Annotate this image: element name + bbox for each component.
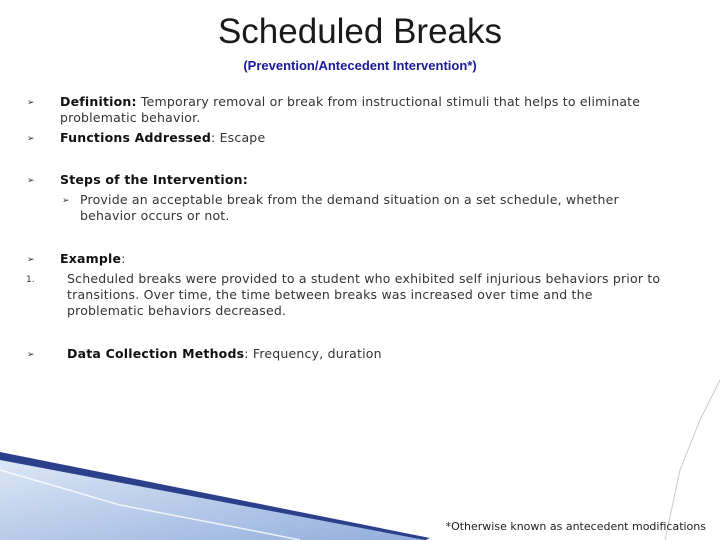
arrow-bullet-icon: ➢	[27, 134, 35, 144]
footnote: *Otherwise known as antecedent modifications	[445, 520, 706, 533]
arrow-bullet-icon: ➢	[27, 98, 35, 108]
example-label: Example	[60, 251, 122, 266]
arrow-bullet-icon: ➢	[27, 255, 35, 265]
data-collection-text: : Frequency, duration	[244, 346, 382, 361]
arrow-bullet-icon: ➢	[62, 196, 70, 206]
steps-label: Steps of the Intervention:	[60, 172, 248, 187]
arrow-bullet-icon: ➢	[27, 350, 35, 360]
definition-label: Definition:	[60, 94, 137, 109]
example-line2: transitions. Over time, the time between breaks was increased over time and the	[67, 287, 593, 302]
example-item	[60, 251, 126, 267]
functions-text: : Escape	[210, 130, 266, 145]
definition-text-line2: problematic behavior.	[60, 110, 201, 125]
example-line3: problematic behaviors decreased.	[67, 303, 287, 318]
functions-label: Functions Addressed	[60, 130, 211, 145]
decor-right-arc	[665, 380, 720, 540]
slide-subtitle: (Prevention/Antecedent Intervention*)	[243, 58, 477, 73]
example-line1: Scheduled breaks were provided to a student who exhibited self injurious behaviors prior to	[67, 271, 661, 286]
steps-subitem-line2: behavior occurs or not.	[80, 208, 230, 223]
slide-title: Scheduled Breaks	[217, 12, 503, 51]
data-collection-item	[67, 346, 382, 362]
steps-subitem	[80, 192, 700, 224]
definition-text-line1: Temporary removal or break from instructional stimuli that helps to eliminate	[136, 94, 641, 109]
example-text	[67, 271, 707, 319]
example-colon: :	[121, 251, 126, 266]
steps-subitem-line1: Provide an acceptable break from the demand situation on a set schedule, whether	[80, 192, 619, 207]
arrow-bullet-icon: ➢	[27, 176, 35, 186]
example-number: 1.	[26, 275, 35, 285]
functions-item	[60, 130, 265, 146]
data-collection-label: Data Collection Methods	[67, 346, 245, 361]
definition-item	[60, 94, 700, 126]
steps-item	[60, 172, 248, 188]
